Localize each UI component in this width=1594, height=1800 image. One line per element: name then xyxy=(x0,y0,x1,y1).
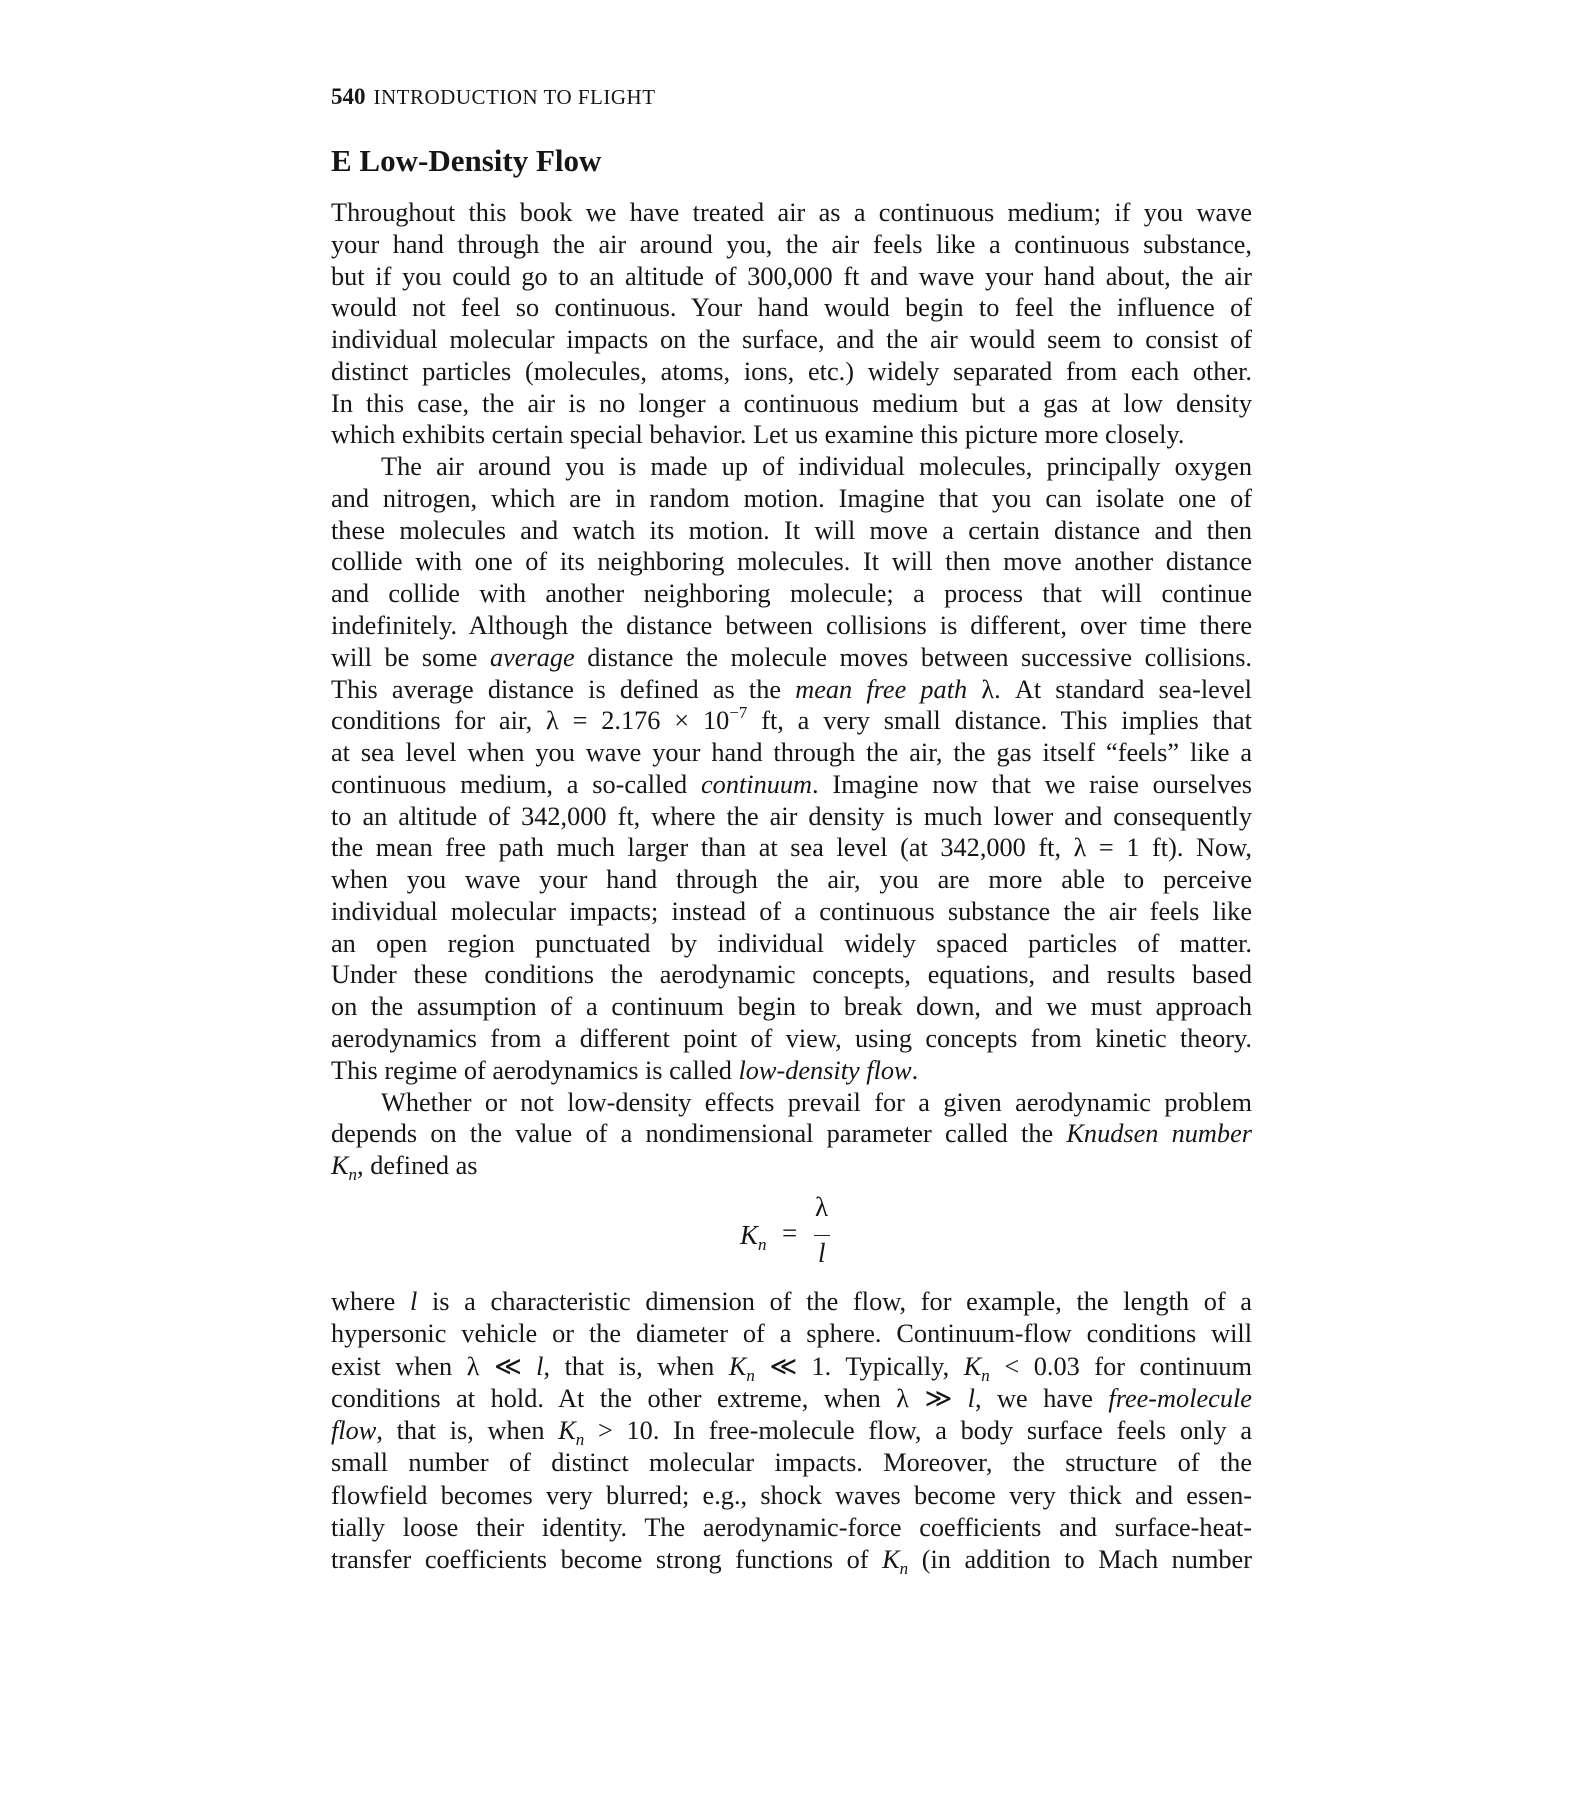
text-run: your hand through the air around you, the air feels like a continuous substance, xyxy=(331,229,1252,259)
text-line xyxy=(331,896,1252,928)
text-run: individual molecular impacts on the surface, and the air would seem to consist of xyxy=(331,325,1252,355)
text-line xyxy=(331,1150,1252,1185)
text-run: The air around you is made up of individual molecules, principally oxygen xyxy=(381,452,1252,482)
text-run: continuous medium, a so-called xyxy=(331,769,702,799)
text-line xyxy=(331,642,1252,674)
text-run: would not feel so continuous. Your hand would begin to feel the influence of xyxy=(331,293,1252,323)
subscript: n xyxy=(981,1365,990,1385)
italic-run: K xyxy=(882,1545,900,1574)
text-run: ≪ 1. Typically, xyxy=(754,1351,964,1381)
equation-lhs-subscript: n xyxy=(758,1235,767,1254)
text-line xyxy=(331,356,1252,388)
italic-run: K xyxy=(963,1351,982,1381)
text-run: will be some xyxy=(331,642,490,672)
text-line xyxy=(331,959,1252,991)
italic-run: mean free path xyxy=(795,674,968,704)
running-head xyxy=(331,84,656,110)
text-line xyxy=(331,419,1252,451)
text-line xyxy=(331,1118,1252,1150)
text-run: to an altitude of 342,000 ft, where the air density is much lower and consequently xyxy=(331,801,1252,831)
italic-run: continuum xyxy=(701,769,813,799)
text-run: ft, a very small distance. This implies that xyxy=(747,706,1252,736)
italic-run: l xyxy=(409,1287,418,1316)
text-line xyxy=(331,388,1252,420)
text-run: conditions for air, λ = 2.176 × 10 xyxy=(331,706,730,736)
text-line xyxy=(331,864,1252,896)
text-run: > 10. In free-molecule flow, a body surface feels only a xyxy=(584,1416,1252,1445)
italic-run: free-molecule xyxy=(1108,1383,1252,1413)
italic-run: K xyxy=(728,1351,747,1381)
text-run: and collide with another neighboring molecule; a process that will continue xyxy=(331,579,1252,609)
text-run: where xyxy=(331,1287,410,1316)
text-line xyxy=(331,1512,1252,1544)
text-line xyxy=(331,1544,1252,1576)
text-line xyxy=(331,1383,1252,1415)
text-run: is a characteristic dimension of the flow, for example, the length of a xyxy=(417,1287,1252,1316)
text-run: small number of distinct molecular impacts. Moreover, the structure of the xyxy=(331,1448,1252,1478)
text-run: on the assumption of a continuum begin to break down, and we must approach xyxy=(331,992,1252,1022)
text-run: (in addition to Mach number xyxy=(908,1545,1252,1574)
text-line xyxy=(331,1351,1252,1383)
text-line xyxy=(331,832,1252,864)
fraction-bar xyxy=(814,1235,830,1236)
text-run: conditions at hold. At the other extreme, when λ ≫ xyxy=(331,1383,968,1413)
text-line xyxy=(331,705,1252,737)
text-run: transfer coefficients become strong functions of xyxy=(331,1545,883,1574)
text-run: indefinitely. Although the distance between collisions is different, over time there xyxy=(331,611,1252,640)
text-run: individual molecular impacts; instead of a continuous substance the air feels like xyxy=(331,896,1252,926)
text-line xyxy=(331,1415,1252,1447)
text-run: exist when λ ≪ xyxy=(331,1351,537,1381)
text-line xyxy=(331,292,1252,324)
running-title: INTRODUCTION TO FLIGHT xyxy=(373,85,656,109)
text-run: , that is, when xyxy=(376,1416,559,1445)
equation-equals: = xyxy=(782,1218,798,1248)
italic-run: low-density flow xyxy=(738,1055,912,1085)
text-run: λ. At standard sea-level xyxy=(967,674,1252,704)
text-run: distinct particles (molecules, atoms, ions, etc.) widely separated from each other. xyxy=(331,356,1252,386)
text-run: , we have xyxy=(974,1383,1109,1413)
text-line xyxy=(331,229,1252,261)
equation-lhs-symbol: K xyxy=(740,1220,759,1250)
text-run: aerodynamics from a different point of view, using concepts from kinetic theory. xyxy=(331,1024,1252,1054)
text-line xyxy=(331,801,1252,833)
italic-run: average xyxy=(489,642,575,672)
text-run: Throughout this book we have treated air as a continuous medium; if you wave xyxy=(331,198,1252,227)
italic-run: Knudsen number xyxy=(1066,1119,1252,1149)
text-run: In this case, the air is no longer a continuous medium but a gas at low density xyxy=(331,388,1252,418)
text-line xyxy=(331,451,1252,483)
section-title: E Low-Density Flow xyxy=(331,143,602,178)
text-line xyxy=(331,991,1252,1023)
page-number: 540 xyxy=(331,84,366,109)
text-run: depends on the value of a nondimensional parameter called the xyxy=(331,1119,1067,1149)
subscript: n xyxy=(746,1365,755,1385)
text-line xyxy=(331,610,1252,642)
text-line xyxy=(331,1023,1252,1055)
text-run: This average distance is defined as the xyxy=(331,674,796,704)
text-line xyxy=(331,515,1252,547)
text-line xyxy=(331,674,1252,706)
knudsen-equation xyxy=(740,1192,860,1278)
text-line xyxy=(331,197,1252,229)
text-line xyxy=(331,737,1252,769)
text-run: Whether or not low-density effects prevail for a given aerodynamic problem xyxy=(381,1087,1252,1117)
text-line xyxy=(331,928,1252,960)
text-line xyxy=(331,546,1252,578)
text-line xyxy=(331,483,1252,515)
text-run: Under these conditions the aerodynamic concepts, equations, and results based xyxy=(331,960,1252,990)
text-run: the mean free path much larger than at sea level (at 342,000 ft, λ = 1 ft). Now, xyxy=(331,833,1252,863)
text-run: and nitrogen, which are in random motion. Imagine that you can isolate one of xyxy=(331,483,1252,513)
subscript: n xyxy=(348,1165,358,1185)
text-run: these molecules and watch its motion. It will move a certain distance and then xyxy=(331,515,1252,545)
text-line xyxy=(331,1087,1252,1119)
italic-run: l xyxy=(536,1351,544,1381)
text-run: hypersonic vehicle or the diameter of a sphere. Continuum-flow conditions will xyxy=(331,1319,1252,1349)
text-run: tially loose their identity. The aerodynamic-force coefficients and surface-heat- xyxy=(331,1512,1252,1542)
italic-run: l xyxy=(967,1383,975,1413)
text-line xyxy=(331,1318,1252,1350)
text-line xyxy=(331,1480,1252,1512)
subscript: n xyxy=(899,1559,909,1578)
text-run: collide with one of its neighboring molecules. It will then move another distance xyxy=(331,547,1252,577)
text-run: distance the molecule moves between successive collisions. xyxy=(574,642,1252,672)
text-run: flowfield becomes very blurred; e.g., shock waves become very thick and essen- xyxy=(331,1480,1252,1510)
italic-run: K xyxy=(558,1416,576,1445)
equation-numerator: λ xyxy=(815,1192,829,1222)
italic-run: flow xyxy=(331,1416,377,1445)
text-line xyxy=(331,769,1252,801)
text-line xyxy=(331,324,1252,356)
text-line xyxy=(331,1286,1252,1318)
text-run: which exhibits certain special behavior. Let us examine this picture more closely. xyxy=(331,420,1185,450)
text-run: when you wave your hand through the air, you are more able to perceive xyxy=(331,865,1252,895)
text-run: . xyxy=(911,1055,919,1085)
superscript: −7 xyxy=(729,703,748,723)
text-run: at sea level when you wave your hand through the air, the gas itself “feels” like a xyxy=(331,738,1252,768)
text-run: , that is, when xyxy=(543,1351,729,1381)
text-run: , defined as xyxy=(357,1151,478,1181)
text-line xyxy=(331,1055,1252,1087)
text-run: an open region punctuated by individual widely spaced particles of matter. xyxy=(331,928,1252,958)
text-run: . Imagine now that we raise ourselves xyxy=(812,769,1252,799)
text-line xyxy=(331,261,1252,293)
text-run: but if you could go to an altitude of 300,000 ft and wave your hand about, the air xyxy=(331,261,1252,291)
text-run: This regime of aerodynamics is called xyxy=(331,1055,739,1085)
text-line xyxy=(331,578,1252,610)
italic-run: K xyxy=(331,1151,349,1181)
equation-lhs xyxy=(740,1220,767,1255)
subscript: n xyxy=(575,1430,585,1449)
equation-denominator: l xyxy=(818,1238,826,1268)
text-run: < 0.03 for continuum xyxy=(989,1351,1253,1381)
text-line xyxy=(331,1447,1252,1479)
